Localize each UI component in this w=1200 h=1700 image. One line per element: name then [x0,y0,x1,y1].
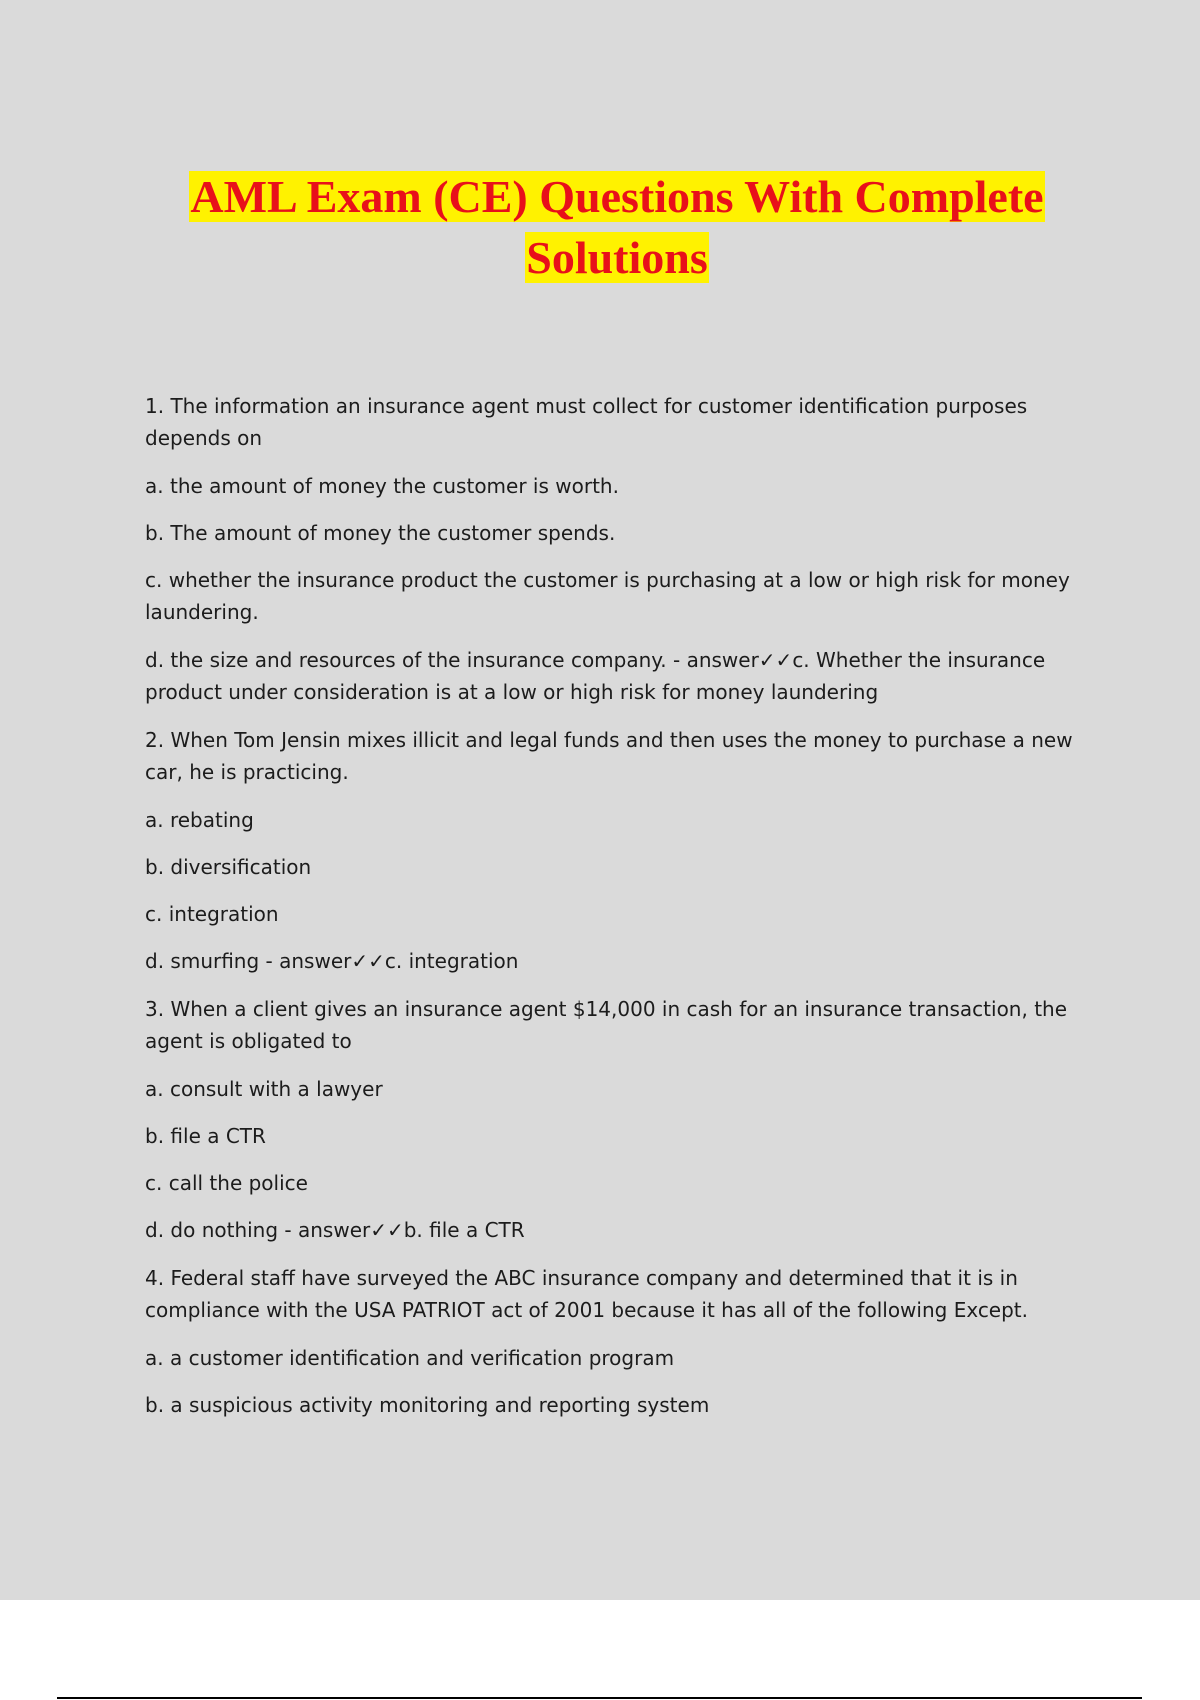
question-1-option-a: a. the amount of money the customer is worth. [145,474,619,498]
question-4-option-b: b. a suspicious activity monitoring and reporting system [145,1393,710,1417]
question-1-stem: 1. The information an insurance agent must collect for customer identification purposes depends on [145,394,1028,450]
document-title [0,166,1200,288]
question-3-stem: 3. When a client gives an insurance agent $14,000 in cash for an insurance transaction, the agent is obligated to [145,997,1068,1053]
footer-divider [57,1697,1142,1699]
question-1-option-d-answer: d. the size and resources of the insurance company. - answer✓✓c. Whether the insurance product under consideration is at a low or high risk for money laundering [145,648,1046,704]
question-1-option-c: c. whether the insurance product the customer is purchasing at a low or high risk for money laundering. [145,568,1070,624]
question-3-option-a: a. consult with a lawyer [145,1077,383,1101]
question-3-option-b: b. file a CTR [145,1124,266,1148]
question-2-option-b: b. diversification [145,855,312,879]
question-3-option-c: c. call the police [145,1171,308,1195]
title-line-1: AML Exam (CE) Questions With Complete [190,171,1044,222]
question-2-option-a: a. rebating [145,808,254,832]
question-3-option-d-answer: d. do nothing - answer✓✓b. file a CTR [145,1218,525,1242]
question-2-option-d-answer: d. smurfing - answer✓✓c. integration [145,949,519,973]
question-4-stem: 4. Federal staff have surveyed the ABC insurance company and determined that it is in compliance with the USA PATRIOT act of 2001 because it has all of the following Except. [145,1266,1029,1322]
question-2-option-c: c. integration [145,902,279,926]
question-2-stem: 2. When Tom Jensin mixes illicit and legal funds and then uses the money to purchase a new car, he is practicing. [145,728,1073,784]
question-list [145,390,1075,1436]
title-line-2: Solutions [526,232,708,283]
question-4-option-a: a. a customer identification and verification program [145,1346,675,1370]
question-1-option-b: b. The amount of money the customer spends. [145,521,616,545]
